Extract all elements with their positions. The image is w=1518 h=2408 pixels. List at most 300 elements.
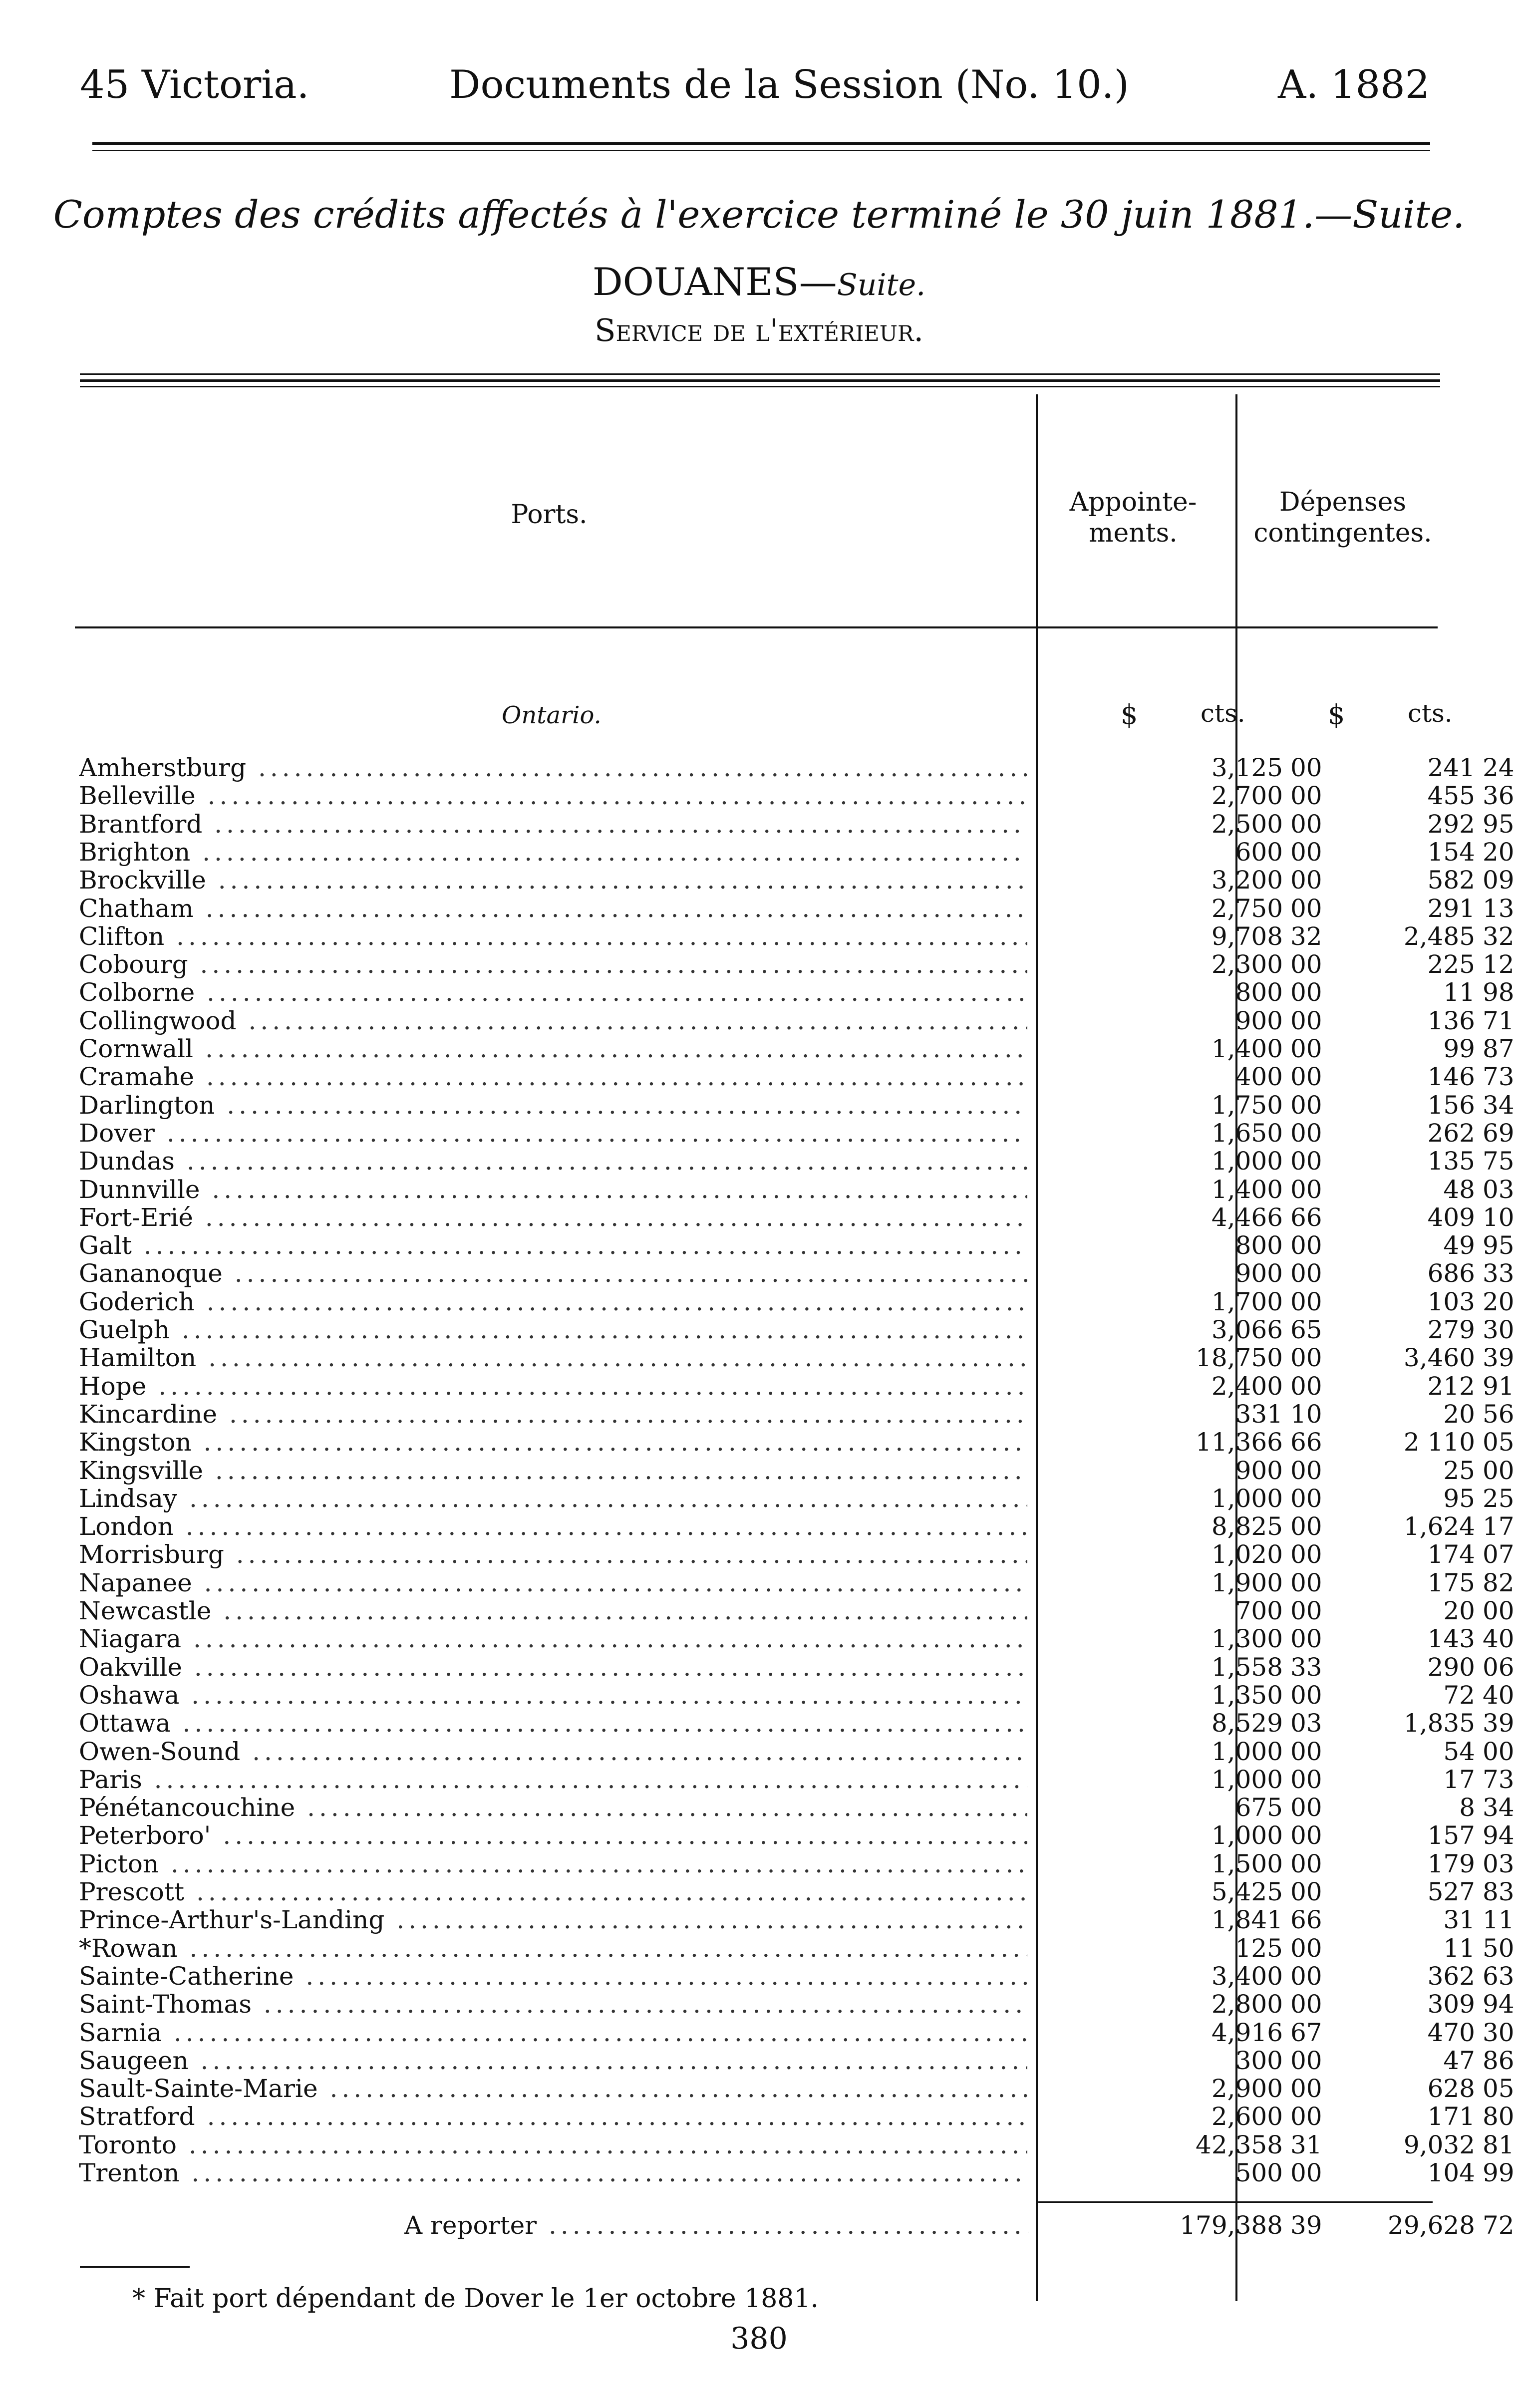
port-name: Colborne ..... [79,978,1027,1006]
depenses-cents: 98 [1483,978,1515,1007]
table-row [75,922,1515,951]
depenses-cents: 81 [1483,2130,1515,2159]
appointements-cents: 00 [1290,1343,1322,1372]
depenses-cents: 86 [1483,2046,1515,2075]
depenses-dollars: 309 [1427,1990,1475,2019]
depenses-dollars: 20 [1443,1596,1475,1625]
appointements-cents: 00 [1290,1034,1322,1063]
port-name: Prince-Arthur's-Landing ..... [79,1906,1027,1934]
port-name: Cobourg ..... [79,950,1027,978]
depenses-cents: 80 [1483,2102,1515,2131]
table-row [75,1203,1515,1232]
table-row [75,2074,1515,2103]
appointements-dollars: 3,066 [1211,1315,1283,1344]
table-top-rule-2 [80,379,1440,382]
table-row [75,1034,1515,1063]
appointements-cents: 00 [1290,1119,1322,1148]
appointements-cents: 00 [1290,2074,1322,2103]
port-name: Goderich ..... [79,1288,1027,1316]
depenses-dollars: 279 [1427,1315,1475,1344]
port-name: Darlington ..... [79,1091,1027,1119]
total-appointements-dollars: 179,388 [1180,2211,1283,2240]
depenses-cents: 91 [1483,1372,1515,1401]
depenses-dollars: 362 [1427,1962,1475,1991]
header-rule-thick [92,142,1430,145]
table-row [75,1119,1515,1148]
table-row [75,1484,1515,1513]
depenses-dollars: 225 [1427,950,1475,979]
appointements-dollars: 1,350 [1211,1681,1283,1710]
footnote: * Fait port dépendant de Dover le 1er octobre 1881. [132,2284,819,2314]
port-name: Collingwood ..... [79,1007,1027,1035]
depenses-dollars: 54 [1443,1737,1475,1766]
depenses-dollars: 143 [1427,1624,1475,1653]
depenses-cents: 25 [1483,1484,1515,1513]
port-name: Lindsay ..... [79,1485,1027,1512]
table-row [75,1062,1515,1091]
unit-cents-appointements: cts. [1201,699,1245,728]
depenses-cents: 30 [1483,1315,1515,1344]
table-row [75,1343,1515,1372]
depenses-dollars: 47 [1443,2046,1475,2075]
port-name: Guelph ..... [79,1316,1027,1344]
header-series: A. 1882 [1278,62,1430,107]
port-name: Belleville ..... [79,782,1027,810]
port-name: Galt ..... [79,1231,1027,1259]
unit-dollar-depenses: $ [1328,699,1345,730]
depenses-dollars: 171 [1427,2102,1475,2131]
table-top-rule-3 [80,386,1440,387]
table-row [75,2158,1515,2187]
depenses-dollars: 154 [1427,838,1475,867]
appointements-cents: 00 [1290,1540,1322,1569]
port-name: Saugeen ..... [79,2047,1027,2075]
depenses-cents: 40 [1483,1681,1515,1710]
depenses-cents: 09 [1483,866,1515,895]
depenses-dollars: 72 [1443,1681,1475,1710]
appointements-dollars: 11,366 [1196,1428,1283,1457]
port-name: Sainte-Catherine ..... [79,1962,1027,1990]
port-name: Owen-Sound ..... [79,1738,1027,1766]
port-name: Brighton ..... [79,838,1027,866]
table-row [75,1681,1515,1710]
depenses-cents: 50 [1483,1934,1515,1963]
table-row [75,1737,1515,1766]
appointements-cents: 66 [1290,1428,1322,1457]
table-row [75,2046,1515,2075]
table-row [75,1568,1515,1597]
port-name: Hamilton ..... [79,1344,1027,1372]
column-header-rule [75,626,1438,628]
appointements-dollars: 1,000 [1211,1737,1283,1766]
depenses-dollars: 1,835 [1403,1709,1475,1738]
port-name: Oshawa ..... [79,1681,1027,1709]
depenses-cents: 00 [1483,1456,1515,1485]
appointements-cents: 00 [1290,1681,1322,1710]
table-row [75,838,1515,867]
port-name: Gananoque ..... [79,1259,1027,1287]
table-row [75,1653,1515,1682]
footnote-rule [80,2266,190,2268]
total-depenses-dollars: 29,628 [1388,2211,1475,2240]
depenses-cents: 06 [1483,1653,1515,1682]
table-row [75,2102,1515,2131]
appointements-cents: 00 [1290,1091,1322,1120]
section-title-suffix: Suite. [837,268,926,302]
appointements-dollars: 3,125 [1211,753,1283,782]
appointements-cents: 00 [1290,1934,1322,1963]
appointements-dollars: 1,750 [1211,1091,1283,1120]
table-row [75,1596,1515,1625]
depenses-dollars: 174 [1427,1540,1475,1569]
appointements-cents: 00 [1290,1990,1322,2019]
appointements-dollars: 42,358 [1196,2130,1283,2159]
appointements-dollars: 8,529 [1211,1709,1283,1738]
port-name: Sault-Sainte-Marie ..... [79,2075,1027,2103]
table-row [75,1147,1515,1176]
appointements-cents: 00 [1290,1456,1322,1485]
depenses-cents: 20 [1483,1287,1515,1316]
appointements-dollars: 1,841 [1211,1905,1283,1934]
table-row [75,1091,1515,1120]
port-name: Kingsville ..... [79,1457,1027,1485]
depenses-cents: 82 [1483,1568,1515,1597]
depenses-cents: 12 [1483,950,1515,979]
depenses-cents: 05 [1483,1428,1515,1457]
port-name: Amherstburg ..... [79,754,1027,782]
table-row [75,1400,1515,1429]
table-row [75,781,1515,810]
total-label: A reporter ..... [404,2211,1028,2239]
depenses-dollars: 104 [1427,2158,1475,2187]
depenses-dollars: 49 [1443,1231,1475,1260]
depenses-cents: 00 [1483,1596,1515,1625]
appointements-dollars: 2,700 [1211,781,1283,810]
depenses-cents: 75 [1483,1147,1515,1176]
depenses-cents: 94 [1483,1990,1515,2019]
appointements-cents: 00 [1290,1231,1322,1260]
depenses-dollars: 11 [1443,1934,1475,1963]
port-name: Brantford ..... [79,810,1027,838]
port-name: Cramahe ..... [79,1063,1027,1091]
appointements-dollars: 9,708 [1211,922,1283,951]
appointements-dollars: 2,300 [1211,950,1283,979]
appointements-cents: 00 [1290,2046,1322,2075]
header-document-title: Documents de la Session (No. 10.) [449,62,1129,107]
depenses-dollars: 103 [1427,1287,1475,1316]
depenses-cents: 03 [1483,1175,1515,1204]
appointements-cents: 00 [1290,1006,1322,1035]
appointements-cents: 03 [1290,1709,1322,1738]
total-row [75,2211,1515,2240]
table-row [75,810,1515,839]
appointements-dollars: 400 [1235,1062,1283,1091]
table-row [75,1990,1515,2019]
province-label: Ontario. [502,701,602,729]
appointements-cents: 33 [1290,1653,1322,1682]
table-row [75,1006,1515,1035]
appointements-cents: 67 [1290,2018,1322,2047]
port-name: Stratford ..... [79,2103,1027,2130]
appointements-cents: 66 [1290,1203,1322,1232]
depenses-dollars: 292 [1427,810,1475,839]
depenses-dollars: 156 [1427,1091,1475,1120]
port-name: Kincardine ..... [79,1400,1027,1428]
depenses-cents: 36 [1483,781,1515,810]
port-name: Newcastle ..... [79,1597,1027,1625]
table-row [75,1765,1515,1794]
appointements-cents: 00 [1290,1372,1322,1401]
depenses-cents: 20 [1483,838,1515,867]
appointements-dollars: 600 [1235,838,1283,867]
port-name: Dover ..... [79,1119,1027,1147]
appointements-dollars: 2,800 [1211,1990,1283,2019]
appointements-cents: 10 [1290,1400,1322,1429]
appointements-cents: 00 [1290,753,1322,782]
port-name: Saint-Thomas ..... [79,1990,1027,2018]
appointements-cents: 00 [1290,1877,1322,1906]
depenses-cents: 95 [1483,810,1515,839]
table-row [75,894,1515,923]
port-name: Morrisburg ..... [79,1540,1027,1568]
depenses-dollars: 527 [1427,1877,1475,1906]
appointements-dollars: 2,500 [1211,810,1283,839]
appointements-cents: 31 [1290,2130,1322,2159]
table-row [75,866,1515,895]
table-row [75,1428,1515,1457]
table-row [75,1175,1515,1204]
appointements-dollars: 1,650 [1211,1119,1283,1148]
depenses-cents: 30 [1483,2018,1515,2047]
appointements-dollars: 1,400 [1211,1175,1283,1204]
table-row [75,978,1515,1007]
table-row [75,1905,1515,1934]
port-name: Chatham ..... [79,895,1027,922]
depenses-cents: 07 [1483,1540,1515,1569]
depenses-dollars: 455 [1427,781,1475,810]
appointements-dollars: 1,900 [1211,1568,1283,1597]
subsection-title: Service de l'extérieur. [594,312,924,348]
table-row [75,1287,1515,1316]
appointements-cents: 00 [1290,1596,1322,1625]
appointements-dollars: 18,750 [1196,1343,1283,1372]
port-name: Peterboro' ..... [79,1821,1027,1849]
port-name: Napanee ..... [79,1569,1027,1597]
depenses-dollars: 17 [1443,1765,1475,1794]
port-name: Hope ..... [79,1372,1027,1400]
depenses-cents: 94 [1483,1821,1515,1850]
appointements-cents: 00 [1290,1287,1322,1316]
port-name: Pénétancouchine ..... [79,1794,1027,1821]
table-row [75,1512,1515,1541]
depenses-dollars: 582 [1427,866,1475,895]
appointements-cents: 00 [1290,950,1322,979]
appointements-cents: 00 [1290,1062,1322,1091]
port-name: Toronto ..... [79,2131,1027,2159]
appointements-dollars: 900 [1235,1006,1283,1035]
depenses-cents: 71 [1483,1006,1515,1035]
appointements-cents: 00 [1290,1147,1322,1176]
appointements-cents: 00 [1290,1793,1322,1822]
depenses-cents: 39 [1483,1343,1515,1372]
appointements-cents: 00 [1290,1512,1322,1541]
depenses-cents: 99 [1483,2158,1515,2187]
appointements-dollars: 1,000 [1211,1821,1283,1850]
depenses-dollars: 262 [1427,1119,1475,1148]
appointements-dollars: 3,400 [1211,1962,1283,1991]
appointements-cents: 00 [1290,1765,1322,1794]
table-row [75,1934,1515,1963]
appointements-dollars: 1,400 [1211,1034,1283,1063]
depenses-dollars: 99 [1443,1034,1475,1063]
depenses-cents: 87 [1483,1034,1515,1063]
table-row [75,1624,1515,1653]
depenses-dollars: 175 [1427,1568,1475,1597]
depenses-dollars: 628 [1427,2074,1475,2103]
header-session-year: 45 Victoria. [80,62,309,107]
depenses-cents: 32 [1483,922,1515,951]
table-row [75,1372,1515,1401]
depenses-cents: 56 [1483,1400,1515,1429]
appointements-cents: 00 [1290,781,1322,810]
port-name: Brockville ..... [79,866,1027,894]
table-row [75,1793,1515,1822]
depenses-dollars: 146 [1427,1062,1475,1091]
depenses-dollars: 135 [1427,1147,1475,1176]
port-name: Sarnia ..... [79,2019,1027,2047]
table-row [75,1821,1515,1850]
port-name: Paris ..... [79,1766,1027,1794]
total-rule [1038,2201,1433,2203]
appointements-dollars: 700 [1235,1596,1283,1625]
appointements-cents: 00 [1290,1175,1322,1204]
depenses-cents: 00 [1483,1737,1515,1766]
depenses-dollars: 1,624 [1403,1512,1475,1541]
depenses-cents: 13 [1483,894,1515,923]
unit-dollar-appointements: $ [1121,699,1138,730]
header-rule-thin [92,150,1430,151]
depenses-dollars: 11 [1443,978,1475,1007]
depenses-cents: 34 [1483,1091,1515,1120]
depenses-cents: 83 [1483,1877,1515,1906]
depenses-dollars: 157 [1427,1821,1475,1850]
depenses-dollars: 179 [1427,1849,1475,1878]
appointements-dollars: 1,020 [1211,1540,1283,1569]
appointements-dollars: 2,750 [1211,894,1283,923]
total-appointements-cents: 39 [1290,2211,1322,2240]
depenses-dollars: 686 [1427,1259,1475,1288]
depenses-cents: 33 [1483,1259,1515,1288]
appointements-dollars: 4,916 [1211,2018,1283,2047]
port-name: Ottawa ..... [79,1709,1027,1737]
depenses-cents: 03 [1483,1849,1515,1878]
appointements-dollars: 3,200 [1211,866,1283,895]
appointements-dollars: 1,500 [1211,1849,1283,1878]
appointements-dollars: 675 [1235,1793,1283,1822]
appointements-dollars: 5,425 [1211,1877,1283,1906]
table-row [75,1849,1515,1878]
table-row [75,2130,1515,2159]
appointements-dollars: 900 [1235,1456,1283,1485]
depenses-dollars: 470 [1427,2018,1475,2047]
port-name: Dundas ..... [79,1147,1027,1175]
depenses-cents: 39 [1483,1709,1515,1738]
port-name: Oakville ..... [79,1653,1027,1681]
table-row [75,1456,1515,1485]
appointements-dollars: 2,600 [1211,2102,1283,2131]
depenses-cents: 34 [1483,1793,1515,1822]
appointements-cents: 00 [1290,838,1322,867]
depenses-dollars: 9,032 [1403,2130,1475,2159]
depenses-cents: 17 [1483,1512,1515,1541]
port-name: Clifton ..... [79,922,1027,950]
depenses-dollars: 291 [1427,894,1475,923]
appointements-dollars: 1,700 [1211,1287,1283,1316]
column-header-depenses: Dépenses contingentes. [1253,487,1432,548]
depenses-dollars: 2 110 [1403,1428,1475,1457]
depenses-dollars: 212 [1427,1372,1475,1401]
depenses-cents: 73 [1483,1765,1515,1794]
unit-cents-depenses: cts. [1408,699,1453,728]
depenses-dollars: 3,460 [1403,1343,1475,1372]
depenses-dollars: 8 [1459,1793,1475,1822]
port-name: Kingston ..... [79,1428,1027,1456]
appointements-cents: 32 [1290,922,1322,951]
depenses-dollars: 241 [1427,753,1475,782]
appointements-cents: 00 [1290,1821,1322,1850]
table-row [75,753,1515,782]
appointements-dollars: 300 [1235,2046,1283,2075]
appointements-cents: 66 [1290,1905,1322,1934]
appointements-dollars: 2,400 [1211,1372,1283,1401]
section-title-main: DOUANES— [592,260,837,304]
total-depenses-cents: 72 [1483,2211,1515,2240]
appointements-dollars: 1,558 [1211,1653,1283,1682]
depenses-dollars: 136 [1427,1006,1475,1035]
appointements-dollars: 1,000 [1211,1147,1283,1176]
appointements-cents: 00 [1290,1484,1322,1513]
depenses-cents: 63 [1483,1962,1515,1991]
port-name: Dunnville ..... [79,1176,1027,1204]
depenses-dollars: 48 [1443,1175,1475,1204]
depenses-dollars: 20 [1443,1400,1475,1429]
page-title: Comptes des crédits affectés à l'exercice terminé le 30 juin 1881.—Suite. [53,192,1465,237]
appointements-cents: 00 [1290,894,1322,923]
appointements-dollars: 500 [1235,2158,1283,2187]
table-row [75,1877,1515,1906]
table-row [75,1315,1515,1344]
depenses-cents: 05 [1483,2074,1515,2103]
appointements-cents: 00 [1290,1962,1322,1991]
depenses-dollars: 2,485 [1403,922,1475,951]
column-header-appointements: Appointe- ments. [1069,487,1197,548]
port-name: Prescott ..... [79,1878,1027,1906]
depenses-dollars: 31 [1443,1905,1475,1934]
depenses-dollars: 25 [1443,1456,1475,1485]
appointements-dollars: 1,000 [1211,1765,1283,1794]
depenses-dollars: 290 [1427,1653,1475,1682]
appointements-dollars: 2,900 [1211,2074,1283,2103]
appointements-cents: 00 [1290,2158,1322,2187]
port-name: Trenton ..... [79,2159,1027,2187]
depenses-dollars: 95 [1443,1484,1475,1513]
port-name: Cornwall ..... [79,1035,1027,1063]
section-title [0,260,1518,304]
appointements-dollars: 331 [1235,1400,1283,1429]
appointements-dollars: 8,825 [1211,1512,1283,1541]
table-top-rule-1 [80,373,1440,375]
table-row [75,950,1515,979]
